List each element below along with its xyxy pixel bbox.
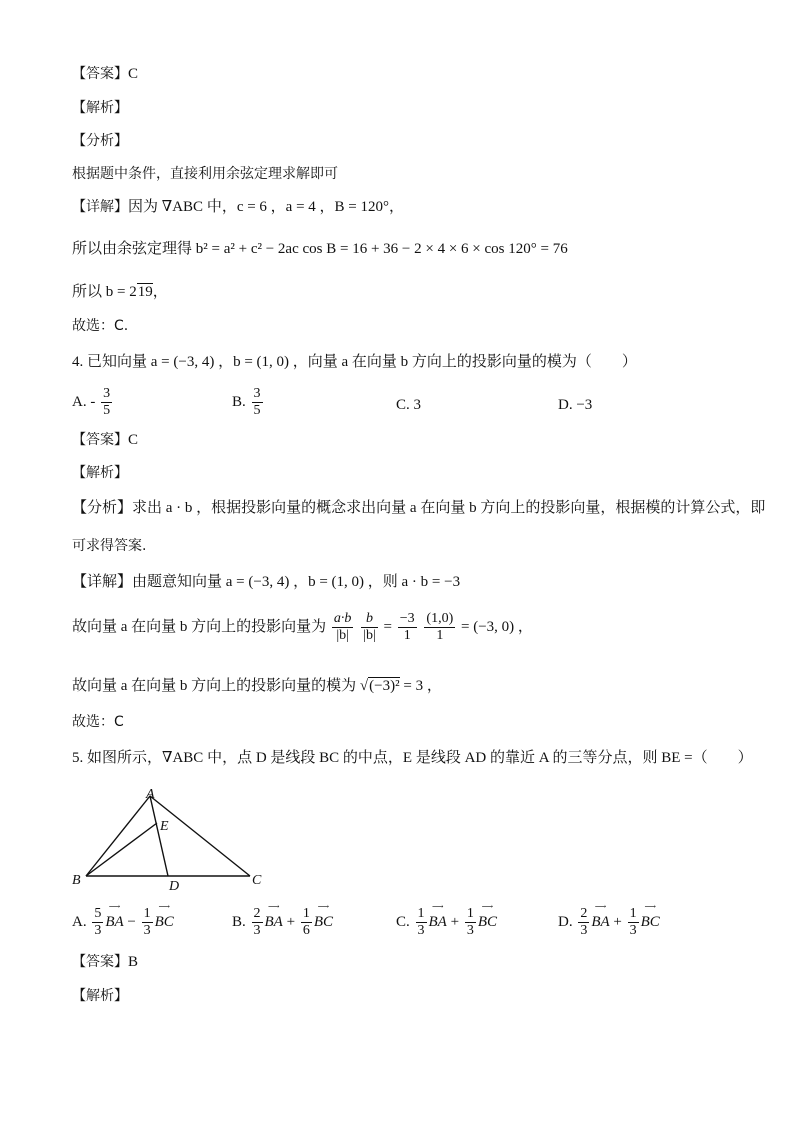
q4-answer: 【答案】C xyxy=(72,432,139,448)
label-d: D xyxy=(169,879,180,894)
q4-xiangjie-line1: 【详解】由题意知向量 a = (−3, 4) ，b = (1, 0) ，则 a · b = −3 xyxy=(72,574,461,590)
proj-fraction-3: $\frac{-3}{1}$ xyxy=(399,611,415,643)
q4-stem: 4. 已知向量 a = (−3, 4) ，b = (1, 0) ，向量 a 在向量 b 方向上的投影向量的模为（ ） xyxy=(72,354,637,370)
q3-xiangjie xyxy=(72,197,404,217)
q4-option-b xyxy=(232,386,265,419)
xiangjie-text: 因为 ∇ABC 中，c = 6 ，a = 4 ，B = 120°， xyxy=(128,199,405,215)
q3-answer xyxy=(72,64,138,84)
q5-option-d: D. $\frac{2}{3}$ ⟶ BA + $\frac{1}{3}$ ⟶ BC xyxy=(558,901,660,938)
q3-guxuan: 故选：C. xyxy=(72,318,129,334)
label-a: A xyxy=(146,787,155,802)
q3-fenxi-text: 根据题中条件，直接利用余弦定理求解即可 xyxy=(72,166,338,182)
option-fraction: $\frac{3}{5}$ xyxy=(103,386,111,418)
xiangjie-label: 【详解】 xyxy=(72,199,128,215)
q3-result-line xyxy=(72,282,168,302)
q4-xiangjie-line3: 故向量 a 在向量 b 方向上的投影向量的模为 √(−3)² = 3 ， xyxy=(72,678,442,694)
result-suffix: ， xyxy=(152,284,168,300)
q5-stem: 5. 如图所示，∇ABC 中，点 D 是线段 BC 的中点，E 是线段 AD 的靠近 A 的三等分点，则 BE =（ ） xyxy=(72,750,753,766)
q4-option-c: C. 3 xyxy=(396,397,422,413)
proj-fraction-4: $\frac{(1,0)}{1}$ xyxy=(426,611,454,643)
q4-fenxi-line2: 可求得答案. xyxy=(72,538,147,554)
q4-guxuan: 故选：C xyxy=(72,714,124,730)
answer-label: 【答案】 xyxy=(72,66,128,82)
sqrt-radicand: 19 xyxy=(137,284,153,300)
q5-option-b: B. $\frac{2}{3}$ ⟶ BA + $\frac{1}{6}$ ⟶ BC xyxy=(232,901,333,938)
label-c: C xyxy=(252,873,262,888)
label-b: B xyxy=(72,873,81,888)
option-letter: B. xyxy=(232,393,246,410)
q4-xiangjie-line2: 故向量 a 在向量 b 方向上的投影向量为 $\frac{a\cdot b}{|b|}$ $\frac{b}{|b|}$ = $\frac{-3}{1}$ $\frac{(1,0)}{1}$ = (−3, 0) ， xyxy=(72,611,533,643)
option-letter: A. xyxy=(72,393,87,410)
proj-fraction-1: $\frac{a\cdot b}{|b|}$ xyxy=(333,611,352,643)
sqrt-radicand: (−3)² xyxy=(369,678,400,694)
q5-option-c: C. $\frac{1}{3}$ ⟶ BA + $\frac{1}{3}$ ⟶ BC xyxy=(396,901,497,938)
q3-cosine-line: 所以由余弦定理得 b² = a² + c² − 2ac cos B = 16 + 36 − 2 × 4 × 6 × cos 120° = 76 xyxy=(72,241,568,257)
option-sign: - xyxy=(90,393,96,410)
q4-jiexi: 【解析】 xyxy=(72,465,128,481)
q4-fenxi-line1: 【分析】求出 a · b ，根据投影向量的概念求出向量 a 在向量 b 方向上的投影向量，根据模的计算公式，即 xyxy=(72,500,766,516)
q4-option-a xyxy=(72,386,114,419)
q5-option-a: A. $\frac{5}{3}$ ⟶ BA − $\frac{1}{3}$ ⟶ BC xyxy=(72,901,174,938)
q5-jiexi: 【解析】 xyxy=(72,988,128,1004)
option-fraction: $\frac{3}{5}$ xyxy=(253,386,261,418)
q5-answer: 【答案】B xyxy=(72,954,139,970)
answer-value: C xyxy=(128,66,139,82)
proj-fraction-2: $\frac{b}{|b|}$ xyxy=(363,611,376,643)
q4-option-d: D. −3 xyxy=(558,397,593,413)
label-e: E xyxy=(160,819,169,834)
result-prefix: 所以 b = 2 xyxy=(72,284,137,300)
q3-jiexi: 【解析】 xyxy=(72,100,128,116)
q3-fenxi: 【分析】 xyxy=(72,133,128,149)
triangle-figure xyxy=(70,786,270,896)
